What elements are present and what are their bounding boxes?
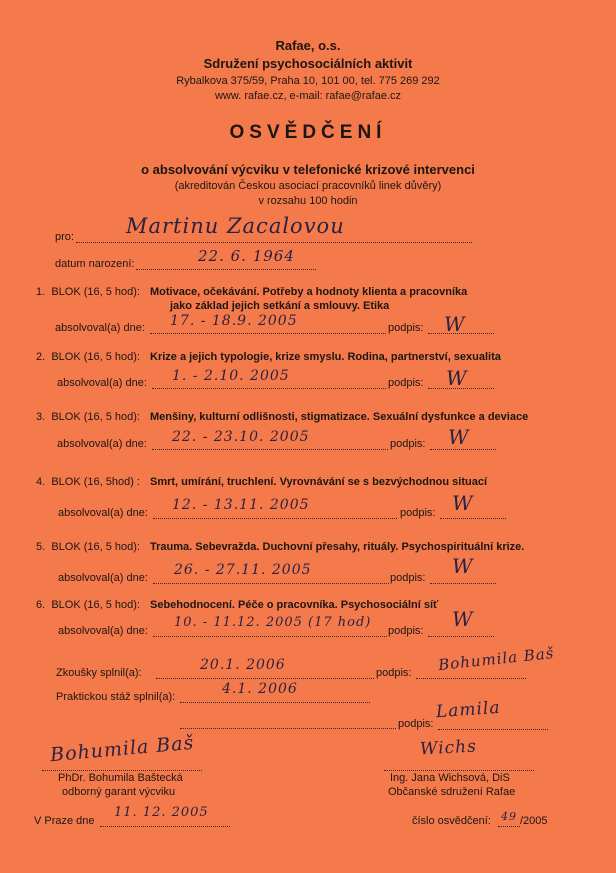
block-number: 2. [36,351,46,363]
course-scope: v rozsahu 100 hodin [258,195,358,207]
block-5-date-line [153,583,389,584]
block-1-topic: Motivace, očekávání. Potřeby a hodnoty klienta a pracovníka [150,286,468,298]
org-address: Rybalkova 375/59, Praha 10, 101 00, tel. 775 269 292 [176,75,440,87]
block-4-sign-label: podpis: [400,507,436,519]
block-3-date-line [152,449,388,450]
practice-date: 4.1. 2006 [222,681,298,697]
block-5-sign-line [430,583,496,584]
birth-label: datum narození: [55,258,135,270]
block-1-date: 17. - 18.9. 2005 [170,313,298,329]
block-number: 1. [36,286,46,298]
block-4-signature: W [452,491,474,515]
block-3-date: 22. - 23.10. 2005 [172,429,310,445]
block-number: 3. [36,411,46,423]
cert-number: 49 [501,810,517,823]
block-4-date: 12. - 13.11. 2005 [172,497,310,513]
block-3-signature: W [448,425,470,449]
block-1-date-line [150,333,386,334]
block-1-signature: W [444,312,466,336]
right-signatory-name: Ing. Jana Wichsová, DiS [390,772,510,784]
right-signature: Wichs [419,736,478,760]
block-header: BLOK (16, 5 hod): [51,286,140,298]
practice-label: Praktickou stáž splnil(a): [56,691,176,703]
pro-line [76,242,472,243]
exams-date: 20.1. 2006 [200,657,286,673]
block-header: BLOK (16, 5 hod): [51,599,140,611]
exams-sign-line [416,678,526,679]
place-label: V Praze dne [34,815,95,827]
org-name: Rafae, o.s. [275,38,341,53]
block-6-date: 10. - 11.12. 2005 (17 hod) [174,615,372,630]
pro-value: Martinu Zacalovou [126,214,345,238]
block-6-sign-label: podpis: [388,625,424,637]
block-4-topic: Smrt, umírání, truchlení. Vyrovnávání se s bezvýchodnou situací [150,476,488,488]
block-6-signature: W [452,607,474,631]
block-6-done-label: absolvoval(a) dne: [58,625,148,637]
block-number: 6. [36,599,46,611]
cert-number-label: číslo osvědčení: [412,815,491,827]
block-5-done-label: absolvoval(a) dne: [58,572,148,584]
block-2-date: 1. - 2.10. 2005 [172,368,290,384]
block-6-date-line [153,636,387,637]
pro-label: pro: [55,231,74,243]
block-4-done-label: absolvoval(a) dne: [58,507,148,519]
block-3-sign-label: podpis: [390,438,426,450]
block-3-topic: Menšiny, kulturní odlišnosti, stigmatizace. Sexuální dysfunkce a deviace [150,411,529,423]
block-2-topic: Krize a jejich typologie, krize smyslu. Rodina, partnerství, sexualita [150,351,501,363]
birth-line [136,269,316,270]
block-1-topic-2: jako základ jejich setkání a smlouvy. Etika [170,300,390,312]
place-date: 11. 12. 2005 [114,805,209,820]
block-4-header [36,476,140,488]
cert-number-line [498,826,520,827]
block-2-done-label: absolvoval(a) dne: [57,377,147,389]
block-3-header [36,411,140,423]
left-signatory-name: PhDr. Bohumila Baštecká [58,772,183,784]
practice-extra-line [180,728,396,729]
block-header: BLOK (16, 5hod) : [51,476,140,488]
block-header: BLOK (16, 5 hod): [51,541,140,553]
block-number: 4. [36,476,46,488]
block-2-signature: W [446,366,468,390]
birth-value: 22. 6. 1964 [198,247,295,265]
exams-signature: Bohumila Baš [437,643,556,675]
left-sign-line [42,770,202,771]
practice-sign-label: podpis: [398,718,434,730]
place-date-line [100,826,230,827]
block-header: BLOK (16, 5 hod): [51,351,140,363]
block-5-date: 26. - 27.11. 2005 [174,562,312,578]
left-signatory-role: odborný garant výcviku [62,786,176,798]
cert-year: /2005 [520,815,548,827]
right-signatory-role: Občanské sdružení Rafae [388,786,516,798]
left-signature: Bohumila Baš [49,731,196,767]
practice-signature: Lamila [435,697,502,723]
block-4-date-line [153,518,397,519]
block-1-header [36,286,140,298]
right-sign-line [384,770,534,771]
block-1-sign-label: podpis: [388,322,424,334]
block-6-sign-line [428,636,494,637]
block-2-header [36,351,140,363]
block-5-signature: W [452,554,474,578]
block-6-topic: Sebehodnocení. Péče o pracovníka. Psychosociální síť [150,599,439,611]
block-3-sign-line [430,449,496,450]
block-6-header [36,599,140,611]
org-contact: www. rafae.cz, e-mail: rafae@rafae.cz [214,90,401,102]
block-3-done-label: absolvoval(a) dne: [57,438,147,450]
block-header: BLOK (16, 5 hod): [51,411,140,423]
exams-date-line [156,678,374,679]
exams-label: Zkoušky splnil(a): [56,667,142,679]
accreditation-note: (akreditován Českou asociací pracovníků linek důvěry) [174,180,442,192]
block-5-sign-label: podpis: [390,572,426,584]
document-title: OSVĚDČENÍ [229,122,387,143]
document-subtitle: o absolvování výcviku v telefonické krizové intervenci [141,162,475,177]
block-1-done-label: absolvoval(a) dne: [55,322,145,334]
practice-sign-line [438,729,548,730]
block-4-sign-line [440,518,506,519]
block-5-topic: Trauma. Sebevražda. Duchovní přesahy, rituály. Psychospirituální krize. [150,541,525,553]
practice-date-line [180,702,370,703]
block-2-date-line [152,388,386,389]
exams-sign-label: podpis: [376,667,412,679]
block-number: 5. [36,541,46,553]
block-5-header [36,541,140,553]
block-2-sign-label: podpis: [388,377,424,389]
org-full-name: Sdružení psychosociálních aktivit [203,56,413,71]
